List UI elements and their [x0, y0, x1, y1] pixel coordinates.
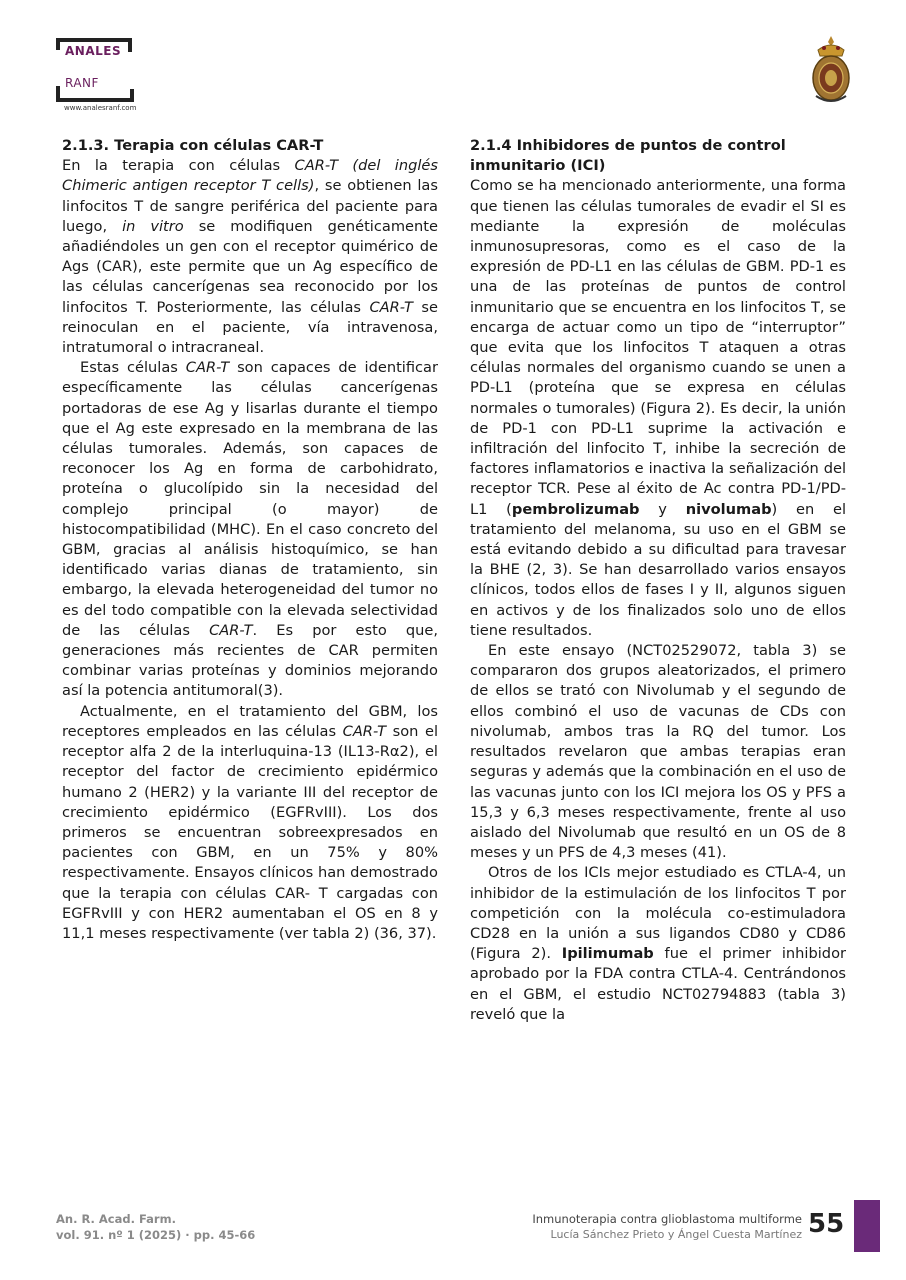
article-authors: Lucía Sánchez Prieto y Ángel Cuesta Martínez	[550, 1228, 802, 1241]
right-column	[470, 136, 846, 1025]
section-heading-ici: 2.1.4 Inhibidores de puntos de control inmunitario (ICI)	[470, 137, 786, 175]
text-run: . Es por esto que, generaciones más recientes de CAR permiten combinar varias proteínas y dominios mejorando así la potencia antitumoral(3).	[62, 621, 438, 700]
page-number: 55	[808, 1209, 845, 1239]
italic-run: CAR-T	[342, 722, 387, 740]
text-run: ) en el tratamiento del melanoma, su uso en el GBM se está evitando debido a su dificultad para travesar la BHE (2, 3). Se han desarrollado varios ensayos clínicos, todos ellos de fases I y II, algunos siguen en activos y de los finalizados solo uno de ellos tiene resultados.	[470, 500, 847, 639]
text-run: Actualmente, en el tratamiento del GBM, los receptores empleados en las células	[62, 702, 438, 740]
text-run: fue el primer inhibidor aprobado por la FDA contra CTLA-4. Centrándonos en el GBM, el estudio NCT02794883 (tabla 3) reveló que la	[470, 945, 846, 1023]
text-run: Estas células	[80, 359, 186, 377]
text-run: En la terapia con células	[62, 157, 295, 175]
text-run: se modifiquen genéticamente añadiéndoles un gen con el receptor quimérico de Ags (CAR), este permite que un Ag específico de las células cancerígenas sea reconocido por los linfocitos T. Posteriormente, las células	[62, 217, 438, 316]
text-run: , se obtienen las linfocitos T de sangre periférica del paciente para luego,	[62, 177, 438, 235]
paragraph	[62, 702, 438, 944]
italic-run: in vitro	[122, 217, 184, 235]
logo-bar	[56, 38, 132, 42]
logo-bar	[56, 98, 134, 102]
journal-citation	[56, 1211, 255, 1243]
paragraph	[470, 176, 846, 641]
bold-run: nivolumab	[685, 500, 772, 518]
italic-run: CAR-T	[209, 621, 253, 639]
text-run: Otros de los ICIs mejor estudiado es CTLA-4, un inhibidor de la estimulación de los linfocitos T por competición con la molécula co-estimuladora CD28 en la unión a sus ligandos CD80 y CD86 (Figura 2).	[470, 864, 846, 963]
text-run: son el receptor alfa 2 de la interluquina-13 (IL13-Rα2), el receptor del factor de crecimiento epidérmico humano 2 (HER2) y la variante III del receptor de crecimiento epidérmico (EGFRvIII). Los dos primeros se encuentran sobreexpresados en pacientes con GBM, en un 75% y 80% respectivamente. Ensayos clínicos han demostrado que la terapia con células CAR- T cargadas con EGFRvIII y con HER2 aumentaban el OS en 8 y 11,1 meses respectivamente (ver tabla 2) (36, 37).	[62, 722, 439, 942]
page-accent-bar	[854, 1200, 880, 1252]
logo-word-ranf: RANF	[65, 76, 99, 90]
logo-bar	[130, 89, 134, 102]
text-run: y	[639, 500, 686, 518]
paragraph	[470, 863, 846, 1025]
text-run: son capaces de identificar específicamente las células cancerígenas portadoras de ese Ag y lisarlas durante el tiempo que el Ag este expresado en la membrana de las células tumorales. Además, son capaces de reconocer los Ag en forma de carbohidrato, proteína o glucolípido sin la necesidad del complejo principal (o mayor) de histocompatibilidad (MHC). En el caso concreto del GBM, gracias al análisis histoquímico, se han identificado varias dianas de tratamiento, sin embargo, la elevada heterogeneidad del tumor no es del todo compatible con la elevada selectividad de las células	[62, 359, 439, 639]
paragraph	[62, 156, 438, 358]
left-column	[62, 136, 438, 944]
bold-run: pembrolizumab	[511, 500, 640, 518]
italic-run: CAR-T	[185, 359, 230, 377]
italic-run: CAR-T (del inglés Chimeric antigen receptor T cells)	[62, 157, 438, 195]
paragraph: En este ensayo (NCT02529072, tabla 3) se compararon dos grupos aleatorizados, el primero de ellos se trató con Nivolumab y el segundo de ellos combinó el uso de vacunas de CDs con nivolumab, ambos tras la RQ del tumor. Los resultados revelaron que ambas terapias eran seguras y además que la combinación en el uso de las vacunas junto con los ICI mejora los OS y PFS a 15,3 y 6,3 meses respectivamente, frente al uso aislado del Nivolumab que resultó en un OS de 8 meses y un PFS de 4,3 meses (41).	[470, 642, 846, 862]
logo-url: www.analesranf.com	[64, 104, 137, 112]
journal-logo	[56, 38, 196, 118]
logo-bar	[56, 38, 60, 50]
logo-bar	[128, 38, 132, 52]
italic-run: CAR-T	[369, 298, 413, 316]
text-run: se reinoculan en el paciente, vía intravenosa, intratumoral o intracraneal.	[62, 298, 438, 357]
running-footer	[532, 1212, 802, 1242]
logo-word-anales: ANALES	[65, 44, 122, 58]
academy-crest-icon	[806, 34, 856, 108]
paragraph	[62, 358, 438, 701]
bold-run: Ipilimumab	[561, 945, 654, 963]
text-run: Como se ha mencionado anteriormente, una forma que tienen las células tumorales de evadir el SI es mediante la expresión de moléculas inmunosupresoras, como es el caso de la expresión de PD-L1 en las células de GBM. PD-1 es una de las proteínas de puntos de control inmunitario que se encuentra en los linfocitos T, se encarga de actuar como un tipo de “interruptor” que evita que los linfocitos T ataquen a otras células normales del organismo cuando se unen a PD-L1 (proteína que se expresa en células normales o tumorales) (Figura 2). Es decir, la unión de PD-1 con PD-L1 suprime la activación e infiltración del linfocito T, inhibe la secreción de factores inflamatorios e inactiva la señalización del receptor TCR. Pese al éxito de Ac contra PD-1/PD-L1 (	[470, 177, 846, 518]
journal-name: An. R. Acad. Farm.	[56, 1212, 176, 1226]
article-title: Inmunoterapia contra glioblastoma multiforme	[532, 1212, 802, 1226]
journal-volume: vol. 91. nº 1 (2025) · pp. 45-66	[56, 1228, 256, 1242]
section-heading-car-t: 2.1.3. Terapia con células CAR-T	[62, 137, 324, 154]
